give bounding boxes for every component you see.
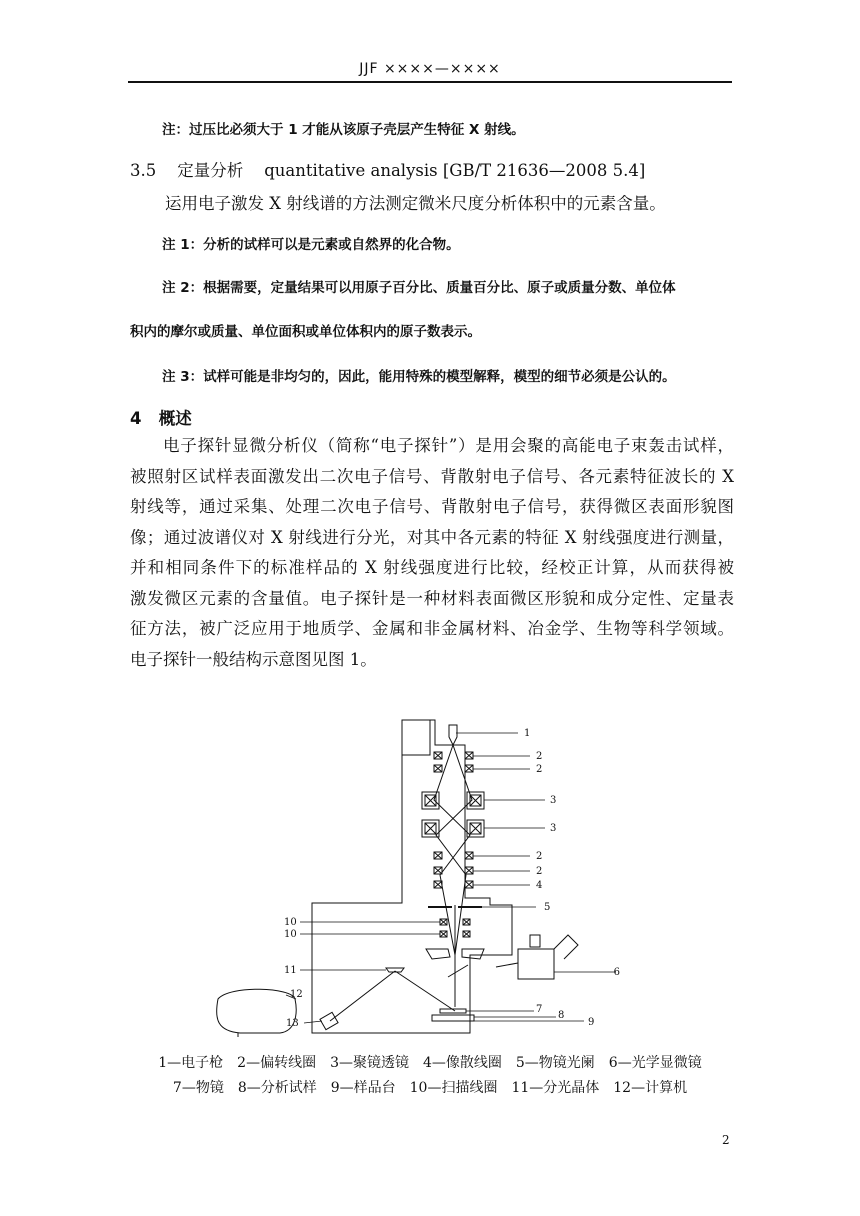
label-10: 10 xyxy=(284,929,297,940)
section-4-paragraph xyxy=(130,431,734,675)
paragraph-line: 射线等，通过采集、处理二次电子信号、背散射电子信号，获得微区表面形貌图 xyxy=(130,497,734,516)
label-5: 5 xyxy=(544,902,551,913)
figure-caption-line-1: 1—电子枪 2—偏转线圈 3—聚镜透镜 4—像散线圈 5—物镜光阑 6—光学显微镜 xyxy=(158,1055,702,1071)
label-4: 4 xyxy=(536,880,543,891)
paragraph-line: 被照射区试样表面激发出二次电子信号、背散射电子信号、各元素特征波长的 X xyxy=(130,466,734,486)
leader-lines xyxy=(286,733,616,1023)
page-number: 2 xyxy=(722,1133,730,1147)
section-title-cn: 定量分析 xyxy=(177,161,244,180)
label-2: 2 xyxy=(536,866,543,877)
label-2: 2 xyxy=(536,764,543,775)
running-header: JJF ××××—×××× xyxy=(359,61,501,77)
figure-caption-line-2: 7—物镜 8—分析试样 9—样品台 10—扫描线圈 11—分光晶体 12—计算机 xyxy=(172,1080,688,1096)
electron-gun xyxy=(449,725,457,745)
label-10: 10 xyxy=(284,917,297,928)
paragraph-line: 征方法，被广泛应用于地质学、金属和非金属材料、冶金学、生物等科学领域。 xyxy=(130,619,734,638)
optical-microscope xyxy=(448,935,578,979)
section-number: 3.5 xyxy=(130,161,157,180)
section-number: 4 xyxy=(130,409,142,428)
label-2: 2 xyxy=(536,851,543,862)
label-1: 1 xyxy=(524,728,531,739)
paragraph-line: 激发微区元素的含量值。电子探针是一种材料表面微区形貌和成分定性、定量表 xyxy=(130,588,734,608)
label-2: 2 xyxy=(536,751,543,762)
header-rule xyxy=(128,81,732,83)
paragraph-line: 像；通过波谱仪对 X 射线进行分光，对其中各元素的特征 X 射线强度进行测量， xyxy=(130,527,734,547)
condenser-lens xyxy=(422,792,484,837)
section-title-en: quantitative analysis [GB/T 21636—2008 5.4] xyxy=(264,161,646,180)
xray-detector xyxy=(320,1012,338,1029)
note-1: 注 1：分析的试样可以是元素或自然界的化合物。 xyxy=(162,237,460,253)
deflection-coil xyxy=(434,752,473,772)
section-title: 概述 xyxy=(158,409,192,428)
note-overvoltage: 注：过压比必须大于 1 才能从该原子壳层产生特征 X 射线。 xyxy=(162,122,525,138)
label-11: 11 xyxy=(284,965,297,976)
label-3: 3 xyxy=(550,795,557,806)
paragraph-line: 并和相同条件下的标准样品的 X 射线强度进行比较，经校正计算，从而获得被 xyxy=(130,558,734,577)
label-12: 12 xyxy=(290,989,303,1000)
section-3-5-heading xyxy=(130,157,645,181)
gun-chamber xyxy=(402,720,430,755)
computer xyxy=(217,989,297,1033)
column-housing xyxy=(312,720,512,1033)
label-7: 7 xyxy=(536,1004,543,1015)
label-13: 13 xyxy=(286,1018,299,1029)
section-3-5-definition: 运用电子激发 X 射线谱的方法测定微米尺度分析体积中的元素含量。 xyxy=(165,194,666,213)
label-6: 6 xyxy=(613,967,620,978)
xray-path xyxy=(330,971,455,1021)
label-3: 3 xyxy=(550,823,557,834)
label-9: 9 xyxy=(588,1017,595,1028)
section-4-heading xyxy=(130,405,192,429)
electron-probe-diagram xyxy=(200,715,620,1040)
note-3: 注 3：试样可能是非均匀的，因此，能用特殊的模型解释，模型的细节必须是公认的。 xyxy=(162,369,676,385)
label-8: 8 xyxy=(558,1010,565,1021)
paragraph-line: 电子探针显微分析仪（简称“电子探针”）是用会聚的高能电子束轰击试样， xyxy=(163,436,734,455)
note-2-line-2: 积内的摩尔或质量、单位面积或单位体积内的原子数表示。 xyxy=(130,324,481,340)
note-2-line-1: 注 2：根据需要，定量结果可以用原子百分比、质量百分比、原子或质量分数、单位体 xyxy=(162,280,676,296)
sample-stage xyxy=(432,1015,474,1021)
paragraph-line: 电子探针一般结构示意图见图 1。 xyxy=(130,649,377,669)
